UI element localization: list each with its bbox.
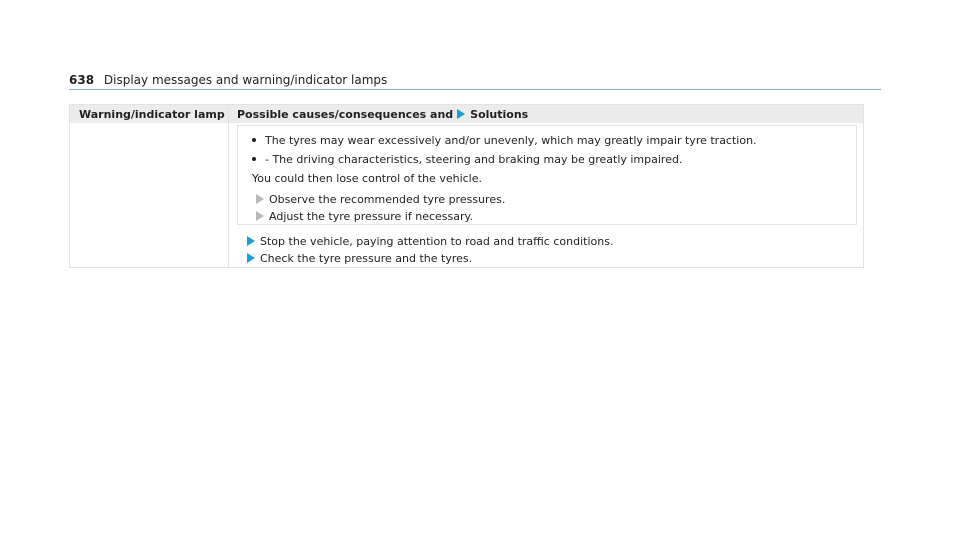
header-divider [69, 89, 881, 90]
cause-text: The tyres may wear excessively and/or unevenly, which may greatly impair tyre traction. [265, 134, 757, 147]
solution-text: Stop the vehicle, paying attention to road and traffic conditions. [260, 235, 614, 248]
column-header-solutions-label: Solutions [470, 108, 529, 121]
column-divider [228, 105, 229, 267]
list-item [252, 153, 682, 166]
solution-text: Check the tyre pressure and the tyres. [260, 252, 473, 265]
page-number: 638 [69, 73, 95, 87]
column-header-lamp: Warning/indicator lamp [79, 108, 225, 121]
bullet-dot-icon [252, 157, 256, 161]
page-title: Display messages and warning/indicator lamps [103, 73, 388, 87]
solution-step [243, 252, 472, 265]
causes-box [237, 125, 857, 225]
right-triangle-arrow-icon [457, 109, 465, 119]
bullet-dot-icon [252, 138, 256, 142]
column-header-causes [237, 108, 528, 121]
page-header [69, 73, 387, 87]
right-triangle-arrow-icon [256, 194, 264, 204]
list-item [252, 134, 757, 147]
sub-step-text: Observe the recommended tyre pressures. [269, 193, 506, 206]
column-header-causes-label: Possible causes/consequences and [237, 108, 454, 121]
right-triangle-arrow-icon [256, 211, 264, 221]
sub-step [252, 193, 505, 206]
sub-step [252, 210, 473, 223]
right-triangle-arrow-icon [247, 253, 255, 263]
cause-note: You could then lose control of the vehicle. [252, 172, 482, 185]
warning-table [69, 104, 864, 268]
right-triangle-arrow-icon [247, 236, 255, 246]
solution-step [243, 235, 613, 248]
table-header-row [70, 105, 863, 123]
cause-text: - The driving characteristics, steering and braking may be greatly impaired. [265, 153, 683, 166]
sub-step-text: Adjust the tyre pressure if necessary. [269, 210, 473, 223]
